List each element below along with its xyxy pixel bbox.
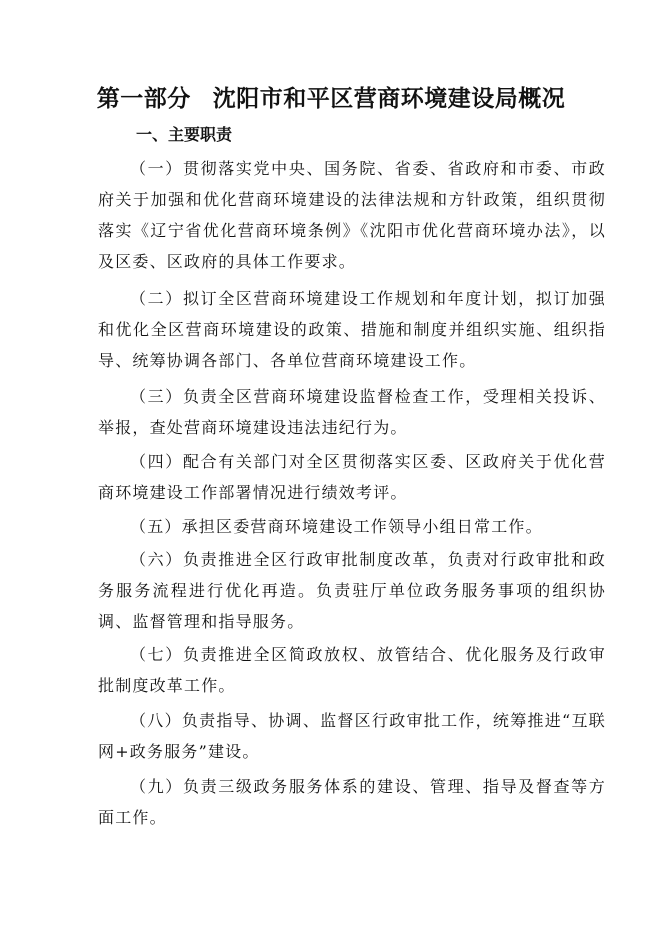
paragraph-6: （六）负责推进全区行政审批制度改革，负责对行政审批和政务服务流程进行优化再造。负责驻厅单位政务服务事项的组织协调、监督管理和指导服务。 — [98, 550, 606, 631]
title-name: 沈阳市和平区营商环境建设局概况 — [212, 86, 566, 112]
paragraph-2: （二）拟订全区营商环境建设工作规划和年度计划，拟订加强和优化全区营商环境建设的政策、措施和制度并组织实施、组织指导、统筹协调各部门、各单位营商环境建设工作。 — [98, 289, 606, 370]
paragraph-8: （八）负责指导、协调、监督区行政审批工作，统筹推进“互联网+政务服务”建设。 — [98, 711, 606, 761]
page-title — [0, 80, 662, 113]
paragraph-9: （九）负责三级政务服务体系的建设、管理、指导及督查等方面工作。 — [98, 777, 606, 827]
section-heading: 一、主要职责 — [136, 125, 233, 144]
paragraph-5: （五）承担区委营商环境建设工作领导小组日常工作。 — [130, 517, 543, 536]
paragraph-7: （七）负责推进全区简政放权、放管结合、优化服务及行政审批制度改革工作。 — [98, 645, 606, 695]
title-part: 第一部分 — [96, 86, 191, 112]
paragraph-1: （一）贯彻落实党中央、国务院、省委、省政府和市委、市政府关于加强和优化营商环境建设的法律法规和方针政策，组织贯彻落实《辽宁省优化营商环境条例》《沈阳市优化营商环境办法》，以及区委、区政府的具体工作要求。 — [98, 159, 606, 271]
paragraph-4: （四）配合有关部门对全区贯彻落实区委、区政府关于优化营商环境建设工作部署情况进行绩效考评。 — [98, 452, 606, 502]
paragraph-3: （三）负责全区营商环境建设监督检查工作，受理相关投诉、举报，查处营商环境建设违法违纪行为。 — [98, 387, 606, 437]
